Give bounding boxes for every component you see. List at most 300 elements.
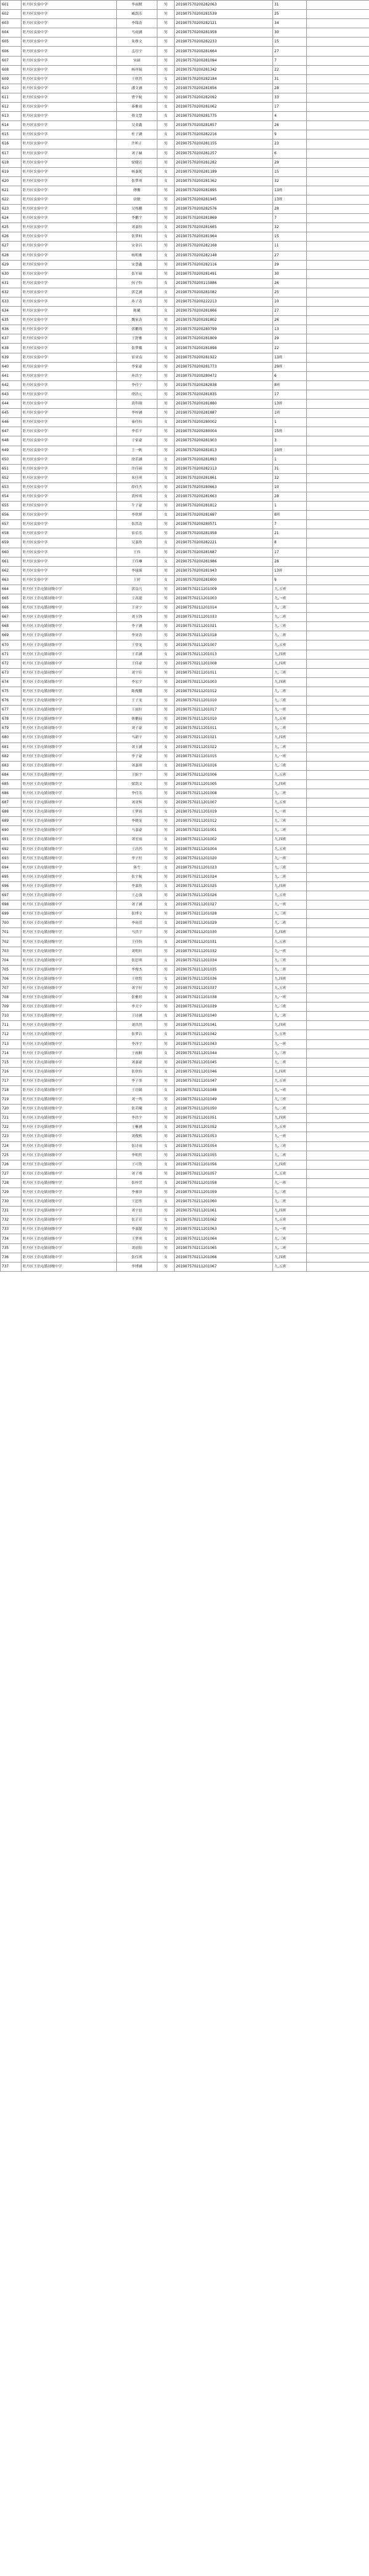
- cell-sex: 男: [157, 1002, 175, 1012]
- cell-id: 201907570200281812: [175, 502, 273, 511]
- cell-blank: [307, 176, 369, 186]
- cell-no: 614: [1, 121, 22, 130]
- cell-name: 王梦琪: [117, 1234, 157, 1243]
- cell-name: 王欣悦: [117, 974, 157, 983]
- cell-school: 牡丹区实验中学: [22, 251, 117, 260]
- cell-sex: 女: [157, 1049, 175, 1058]
- cell-school: 牡丹区王浩屯镇初级中学: [22, 798, 117, 808]
- cell-sex: 男: [157, 872, 175, 881]
- cell-id: 201907570211201058: [175, 1178, 273, 1188]
- cell-name: 李泽宇: [117, 1039, 157, 1049]
- cell-no: 648: [1, 436, 22, 446]
- cell-blank: [307, 557, 369, 566]
- cell-no: 634: [1, 307, 22, 316]
- cell-sex: 男: [157, 965, 175, 974]
- cell-name: 刘嘉怡: [117, 223, 157, 232]
- cell-class: 28: [273, 557, 307, 566]
- table-row: [1, 1188, 369, 1197]
- table-row: [1, 353, 369, 362]
- cell-no: 730: [1, 1197, 22, 1207]
- cell-no: 633: [1, 297, 22, 307]
- cell-class: 九,二班: [273, 742, 307, 752]
- cell-sex: 男: [157, 1243, 175, 1253]
- cell-no: 647: [1, 427, 22, 436]
- cell-id: 201907570211201016: [175, 761, 273, 770]
- cell-school: 牡丹区王浩屯镇初级中学: [22, 1123, 117, 1132]
- cell-school: 牡丹区实验中学: [22, 362, 117, 371]
- cell-class: 九,五班: [273, 798, 307, 808]
- cell-school: 牡丹区实验中学: [22, 242, 117, 251]
- cell-no: 608: [1, 65, 22, 74]
- cell-school: 牡丹区实验中学: [22, 344, 117, 353]
- cell-blank: [307, 1197, 369, 1207]
- cell-blank: [307, 604, 369, 613]
- cell-blank: [307, 974, 369, 983]
- cell-name: 李晓龙: [117, 817, 157, 826]
- cell-class: 7: [273, 520, 307, 529]
- cell-no: 683: [1, 761, 22, 770]
- cell-school: 牡丹区王浩屯镇初级中学: [22, 1105, 117, 1114]
- cell-blank: [307, 1105, 369, 1114]
- cell-no: 699: [1, 910, 22, 919]
- cell-blank: [307, 158, 369, 167]
- cell-id: 201907570200282838: [175, 380, 273, 390]
- cell-blank: [307, 826, 369, 835]
- cell-school: 牡丹区王浩屯镇初级中学: [22, 1197, 117, 1207]
- cell-no: 679: [1, 724, 22, 733]
- table-row: [1, 167, 369, 176]
- cell-class: 4: [273, 112, 307, 121]
- cell-class: 17: [273, 548, 307, 557]
- cell-blank: [307, 919, 369, 928]
- cell-blank: [307, 436, 369, 446]
- cell-class: 九,五班: [273, 585, 307, 594]
- cell-school: 牡丹区王浩屯镇初级中学: [22, 872, 117, 881]
- cell-blank: [307, 1207, 369, 1216]
- cell-no: 637: [1, 334, 22, 344]
- cell-id: 201907570211201067: [175, 1262, 273, 1271]
- cell-class: 九,三班: [273, 1141, 307, 1151]
- cell-name: 刘子豪: [117, 724, 157, 733]
- cell-class: 15班: [273, 427, 307, 436]
- cell-blank: [307, 789, 369, 798]
- cell-class: 九,五班: [273, 640, 307, 650]
- cell-school: 牡丹区王浩屯镇初级中学: [22, 631, 117, 640]
- cell-school: 牡丹区实验中学: [22, 103, 117, 112]
- cell-sex: 男: [157, 380, 175, 390]
- cell-name: 王志强: [117, 891, 157, 900]
- cell-sex: 男: [157, 195, 175, 204]
- cell-no: 676: [1, 696, 22, 706]
- cell-class: 21: [273, 529, 307, 538]
- cell-sex: 男: [157, 158, 175, 167]
- cell-blank: [307, 371, 369, 380]
- cell-blank: [307, 1132, 369, 1141]
- cell-blank: [307, 130, 369, 140]
- cell-school: 牡丹区实验中学: [22, 548, 117, 557]
- cell-no: 709: [1, 1002, 22, 1012]
- cell-name: 李雨萱: [117, 919, 157, 928]
- cell-blank: [307, 854, 369, 863]
- cell-name: 王子龙: [117, 696, 157, 706]
- cell-id: 201907570200281866: [175, 307, 273, 316]
- table-row: [1, 1151, 369, 1160]
- cell-no: 617: [1, 149, 22, 158]
- cell-blank: [307, 56, 369, 65]
- cell-sex: 女: [157, 1012, 175, 1021]
- cell-blank: [307, 297, 369, 307]
- cell-class: 九,一班: [273, 947, 307, 956]
- table-row: [1, 278, 369, 288]
- cell-blank: [307, 1243, 369, 1253]
- cell-sex: 女: [157, 1253, 175, 1262]
- cell-id: 201907570211201012: [175, 817, 273, 826]
- table-row: [1, 974, 369, 983]
- cell-blank: [307, 84, 369, 93]
- cell-id: 201907570211201046: [175, 1067, 273, 1076]
- cell-school: 牡丹区王浩屯镇初级中学: [22, 1216, 117, 1225]
- cell-school: 牡丹区王浩屯镇初级中学: [22, 724, 117, 733]
- cell-id: 201907570200281189: [175, 167, 273, 176]
- cell-id: 201907570211201022: [175, 742, 273, 752]
- cell-sex: 男: [157, 891, 175, 900]
- cell-school: 牡丹区王浩屯镇初级中学: [22, 947, 117, 956]
- cell-class: 29: [273, 260, 307, 269]
- cell-no: 678: [1, 715, 22, 724]
- cell-school: 牡丹区实验中学: [22, 483, 117, 492]
- cell-name: 李睿泽: [117, 1188, 157, 1197]
- cell-class: 九,四班: [273, 1207, 307, 1216]
- cell-school: 牡丹区王浩屯镇初级中学: [22, 585, 117, 594]
- cell-no: 724: [1, 1141, 22, 1151]
- cell-name: 黄科翔: [117, 400, 157, 409]
- cell-blank: [307, 473, 369, 483]
- cell-no: 715: [1, 1058, 22, 1067]
- cell-sex: 男: [157, 947, 175, 956]
- cell-sex: 女: [157, 835, 175, 845]
- cell-no: 707: [1, 983, 22, 993]
- cell-school: 牡丹区实验中学: [22, 307, 117, 316]
- cell-sex: 女: [157, 103, 175, 112]
- table-row: [1, 575, 369, 585]
- cell-no: 673: [1, 668, 22, 677]
- table-row: [1, 529, 369, 538]
- cell-class: 28: [273, 205, 307, 214]
- cell-school: 牡丹区王浩屯镇初级中学: [22, 817, 117, 826]
- cell-blank: [307, 1049, 369, 1058]
- cell-no: 684: [1, 770, 22, 779]
- cell-id: 201907570211201033: [175, 613, 273, 622]
- cell-id: 201907570200281697: [175, 511, 273, 520]
- cell-name: 傅馨: [117, 186, 157, 195]
- cell-name: 李欣妍: [117, 511, 157, 520]
- cell-class: 九,四班: [273, 881, 307, 891]
- cell-name: 李明哲: [117, 1151, 157, 1160]
- cell-no: 670: [1, 640, 22, 650]
- cell-name: 魏家涛: [117, 316, 157, 325]
- table-row: [1, 186, 369, 195]
- cell-blank: [307, 798, 369, 808]
- cell-id: 201907570211201039: [175, 1002, 273, 1012]
- cell-school: 牡丹区实验中学: [22, 288, 117, 297]
- cell-id: 201907570211201053: [175, 1132, 273, 1141]
- cell-sex: 男: [157, 1076, 175, 1085]
- cell-school: 牡丹区王浩屯镇初级中学: [22, 659, 117, 668]
- cell-no: 609: [1, 74, 22, 84]
- cell-id: 201907570211201026: [175, 891, 273, 900]
- cell-class: 27: [273, 47, 307, 56]
- cell-sex: 女: [157, 650, 175, 659]
- cell-no: 657: [1, 520, 22, 529]
- cell-name: 秦佳怡: [117, 418, 157, 427]
- cell-blank: [307, 288, 369, 297]
- table-row: [1, 93, 369, 102]
- cell-sex: 男: [157, 585, 175, 594]
- cell-class: 九,三班: [273, 1049, 307, 1058]
- cell-id: 201907570211201031: [175, 937, 273, 947]
- cell-blank: [307, 724, 369, 733]
- cell-no: 728: [1, 1178, 22, 1188]
- cell-class: 九,五班: [273, 1123, 307, 1132]
- cell-id: 201907570211201010: [175, 715, 273, 724]
- table-row: [1, 956, 369, 965]
- cell-name: 王佳琳: [117, 557, 157, 566]
- cell-name: 李博涵: [117, 1262, 157, 1271]
- cell-id: 201907570211201066: [175, 1253, 273, 1262]
- cell-school: 牡丹区王浩屯镇初级中学: [22, 854, 117, 863]
- cell-id: 201907570211201063: [175, 1225, 273, 1234]
- cell-no: 694: [1, 863, 22, 872]
- cell-id: 201907570200282092: [175, 93, 273, 102]
- cell-blank: [307, 881, 369, 891]
- cell-school: 牡丹区王浩屯镇初级中学: [22, 1012, 117, 1021]
- cell-blank: [307, 427, 369, 436]
- cell-id: 201907570200282184: [175, 74, 273, 84]
- cell-name: 李子墨: [117, 1076, 157, 1085]
- cell-no: 624: [1, 214, 22, 223]
- cell-name: 刘一鸣: [117, 1095, 157, 1105]
- cell-sex: 男: [157, 677, 175, 687]
- cell-name: 孙浩宇: [117, 371, 157, 380]
- cell-id: 201907570200281809: [175, 334, 273, 344]
- cell-class: 17: [273, 390, 307, 399]
- cell-name: 王可欣: [117, 1160, 157, 1169]
- cell-sex: 男: [157, 409, 175, 418]
- cell-blank: [307, 910, 369, 919]
- cell-class: 25: [273, 288, 307, 297]
- cell-sex: 女: [157, 511, 175, 520]
- cell-sex: 女: [157, 1234, 175, 1243]
- cell-sex: 男: [157, 37, 175, 47]
- cell-id: 201907570211201052: [175, 1123, 273, 1132]
- cell-class: 九,四班: [273, 659, 307, 668]
- cell-name: 梁健达: [117, 158, 157, 167]
- cell-no: 696: [1, 881, 22, 891]
- cell-blank: [307, 575, 369, 585]
- cell-school: 牡丹区王浩屯镇初级中学: [22, 640, 117, 650]
- cell-name: 徐浩元: [117, 390, 157, 399]
- cell-sex: 男: [157, 770, 175, 779]
- cell-id: 201907570211201054: [175, 1141, 273, 1151]
- cell-school: 牡丹区实验中学: [22, 112, 117, 121]
- cell-sex: 女: [157, 232, 175, 242]
- cell-name: 张军硕: [117, 269, 157, 278]
- cell-id: 201907570200281155: [175, 140, 273, 149]
- cell-id: 201907570200281895: [175, 186, 273, 195]
- cell-class: 29: [273, 334, 307, 344]
- cell-id: 201907570200282063: [175, 1, 273, 10]
- cell-school: 牡丹区王浩屯镇初级中学: [22, 779, 117, 789]
- table-row: [1, 585, 369, 594]
- cell-name: 马浩宇: [117, 928, 157, 937]
- cell-id: 201907570211201035: [175, 965, 273, 974]
- cell-blank: [307, 28, 369, 37]
- cell-blank: [307, 733, 369, 742]
- cell-no: 667: [1, 613, 22, 622]
- cell-school: 牡丹区实验中学: [22, 195, 117, 204]
- cell-school: 牡丹区实验中学: [22, 464, 117, 473]
- cell-class: 29班: [273, 362, 307, 371]
- cell-id: 201907570211201037: [175, 983, 273, 993]
- cell-blank: [307, 1067, 369, 1076]
- cell-blank: [307, 19, 369, 28]
- cell-sex: 男: [157, 687, 175, 696]
- cell-school: 牡丹区实验中学: [22, 436, 117, 446]
- cell-school: 牡丹区王浩屯镇初级中学: [22, 1141, 117, 1151]
- cell-id: 201907570211201041: [175, 1021, 273, 1030]
- cell-name: 李亚涛: [117, 631, 157, 640]
- cell-no: 646: [1, 418, 22, 427]
- cell-blank: [307, 37, 369, 47]
- cell-name: 王佳怡: [117, 937, 157, 947]
- cell-no: 625: [1, 223, 22, 232]
- table-row: [1, 770, 369, 779]
- cell-id: 201907570200281062: [175, 103, 273, 112]
- cell-id: 201907570200281257: [175, 149, 273, 158]
- cell-no: 616: [1, 140, 22, 149]
- cell-sex: 男: [157, 1132, 175, 1141]
- cell-id: 201907570211201005: [175, 779, 273, 789]
- cell-sex: 男: [157, 724, 175, 733]
- cell-sex: 女: [157, 344, 175, 353]
- cell-class: 九,一班: [273, 900, 307, 910]
- table-row: [1, 919, 369, 928]
- cell-school: 牡丹区王浩屯镇初级中学: [22, 604, 117, 613]
- cell-blank: [307, 1095, 369, 1105]
- cell-id: 201907570200282121: [175, 19, 273, 28]
- cell-class: 27: [273, 251, 307, 260]
- cell-blank: [307, 520, 369, 529]
- cell-no: 618: [1, 158, 22, 167]
- cell-sex: 女: [157, 1030, 175, 1039]
- cell-no: 607: [1, 56, 22, 65]
- cell-name: 秦雅雨: [117, 103, 157, 112]
- cell-school: 牡丹区王浩屯镇初级中学: [22, 974, 117, 983]
- cell-class: 九,二班: [273, 872, 307, 881]
- table-row: [1, 103, 369, 112]
- cell-school: 牡丹区王浩屯镇初级中学: [22, 650, 117, 659]
- cell-school: 牡丹区王浩屯镇初级中学: [22, 1095, 117, 1105]
- cell-id: 201907570211201013: [175, 650, 273, 659]
- cell-no: 631: [1, 278, 22, 288]
- table-row: [1, 427, 369, 436]
- cell-no: 611: [1, 93, 22, 102]
- cell-class: 九,五班: [273, 1030, 307, 1039]
- cell-name: 杜子涵: [117, 130, 157, 140]
- cell-class: 九,一班: [273, 1132, 307, 1141]
- cell-sex: 男: [157, 464, 175, 473]
- cell-name: 唐敏: [117, 195, 157, 204]
- cell-sex: 男: [157, 715, 175, 724]
- cell-class: 30: [273, 28, 307, 37]
- cell-no: 700: [1, 919, 22, 928]
- cell-no: 702: [1, 937, 22, 947]
- cell-id: 201907570211201060: [175, 1197, 273, 1207]
- cell-class: 13班: [273, 186, 307, 195]
- cell-blank: [307, 761, 369, 770]
- cell-id: 201907570200281491: [175, 269, 273, 278]
- table-row: [1, 1234, 369, 1243]
- cell-school: 牡丹区实验中学: [22, 232, 117, 242]
- table-row: [1, 566, 369, 575]
- cell-blank: [307, 779, 369, 789]
- cell-class: 8班: [273, 511, 307, 520]
- cell-name: 张梓萱: [117, 1178, 157, 1188]
- cell-blank: [307, 1123, 369, 1132]
- cell-class: 26: [273, 121, 307, 130]
- table-row: [1, 130, 369, 140]
- cell-no: 666: [1, 604, 22, 613]
- cell-name: 李佳乐: [117, 789, 157, 798]
- cell-name: 李鹏宇: [117, 214, 157, 223]
- table-row: [1, 1049, 369, 1058]
- table-row: [1, 650, 369, 659]
- cell-school: 牡丹区实验中学: [22, 380, 117, 390]
- cell-id: 201907570200282233: [175, 37, 273, 47]
- cell-sex: 女: [157, 575, 175, 585]
- cell-name: 王雨轩: [117, 706, 157, 715]
- cell-sex: 女: [157, 130, 175, 140]
- cell-no: 677: [1, 706, 22, 715]
- cell-class: 6: [273, 149, 307, 158]
- cell-class: 23: [273, 140, 307, 149]
- cell-class: 九,三班: [273, 1002, 307, 1012]
- table-row: [1, 297, 369, 307]
- cell-sex: 男: [157, 983, 175, 993]
- cell-id: 201907570211201047: [175, 1076, 273, 1085]
- cell-class: 九,五班: [273, 1262, 307, 1271]
- cell-id: 201907570200281898: [175, 344, 273, 353]
- cell-class: 九,三班: [273, 910, 307, 919]
- cell-blank: [307, 325, 369, 334]
- cell-no: 658: [1, 529, 22, 538]
- cell-sex: 男: [157, 84, 175, 93]
- cell-no: 653: [1, 483, 22, 492]
- cell-name: 李天宇: [117, 1002, 157, 1012]
- table-row: [1, 483, 369, 492]
- table-row: [1, 28, 369, 37]
- cell-sex: 男: [157, 594, 175, 604]
- cell-class: 九,二班: [273, 1243, 307, 1253]
- table-row: [1, 947, 369, 956]
- cell-id: 201907570211201018: [175, 631, 273, 640]
- cell-no: 643: [1, 390, 22, 399]
- cell-id: 201907570211201004: [175, 845, 273, 854]
- cell-blank: [307, 140, 369, 149]
- cell-name: 王若涵: [117, 650, 157, 659]
- cell-blank: [307, 659, 369, 668]
- cell-blank: [307, 937, 369, 947]
